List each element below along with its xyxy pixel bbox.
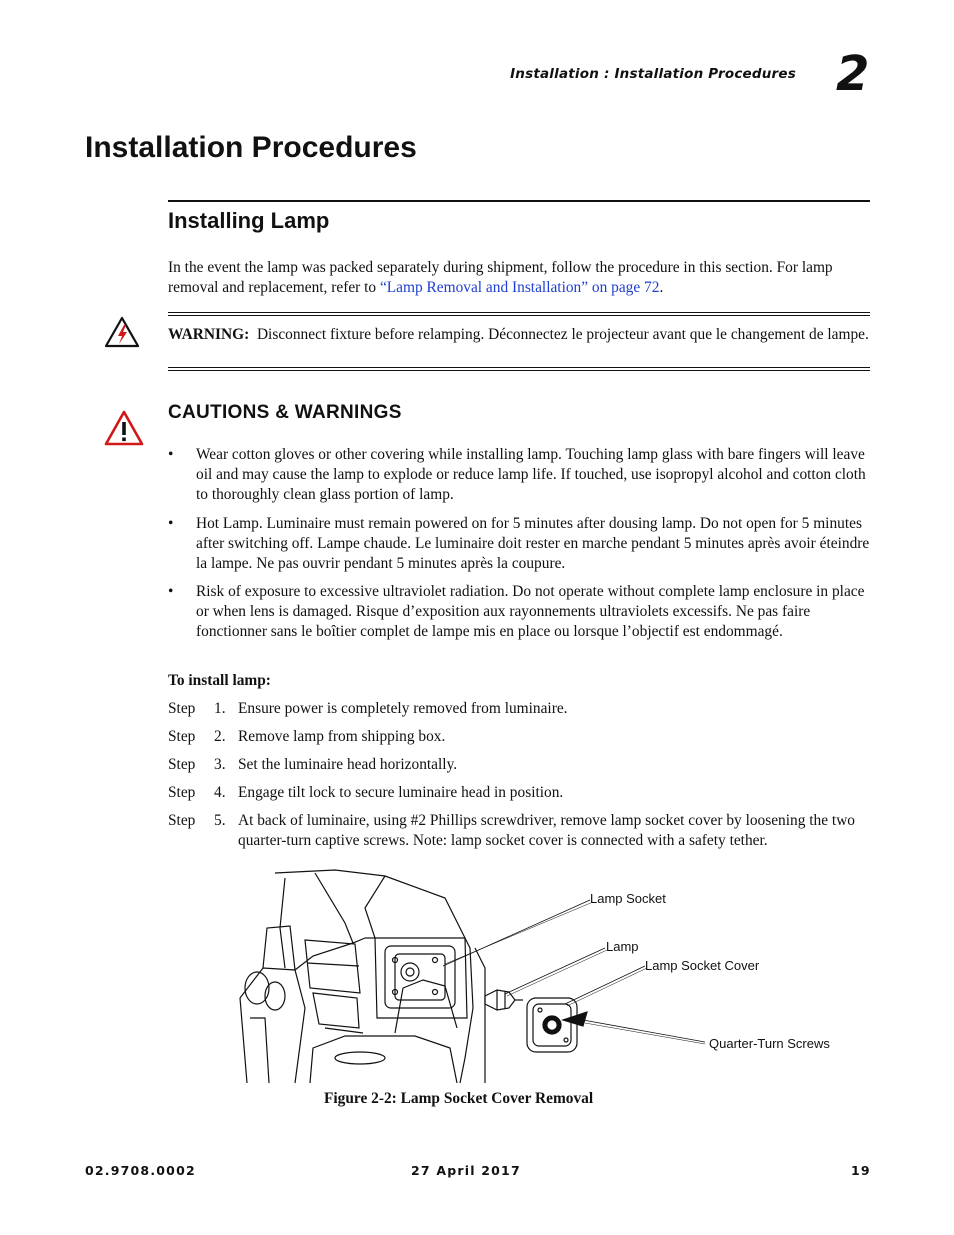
- step-text: Ensure power is completely removed from luminaire.: [238, 700, 568, 717]
- chapter-number: 2: [836, 46, 870, 102]
- footer-page-number: 19: [851, 1163, 871, 1178]
- callout-quarter-turn-screws: Quarter-Turn Screws: [709, 1036, 830, 1051]
- caution-item: [168, 582, 870, 662]
- caution-item-text: Hot Lamp. Luminaire must remain powered on for 5 minutes after dousing lamp. Do not open for 5 minutes after switching off. Lampe chaude. Le luminaire doit rester en marche pendant 5 minutes après avoir éteindre la lampe. Ne pas ouvrir pendant 5 minutes après la coupure.: [196, 515, 870, 572]
- step-text: At back of luminaire, using #2 Phillips screwdriver, remove lamp socket cover by loosening the two quarter-turn captive screws. Note: lamp socket cover is connected with a safety tether.: [238, 812, 856, 849]
- step-label: Step: [168, 700, 196, 717]
- warning-rule-top: [168, 312, 870, 313]
- bullet-symbol: •: [168, 583, 174, 600]
- step-number: 4.: [214, 784, 226, 801]
- step-number: 3.: [214, 756, 226, 773]
- warning-rule-bottom: [168, 367, 870, 368]
- cautions-title: CAUTIONS & WARNINGS: [168, 402, 402, 423]
- callout-lamp: Lamp: [606, 939, 639, 954]
- running-header: Installation : Installation Procedures: [510, 66, 796, 82]
- intro-end: .: [659, 279, 664, 296]
- warning-rule-top-2: [168, 315, 870, 316]
- warning-text: [168, 325, 870, 345]
- section-rule: [168, 200, 870, 202]
- callout-lamp-socket: Lamp Socket: [590, 891, 666, 906]
- caution-item: [168, 514, 870, 574]
- intro-text: In the event the lamp was packed separately during shipment, follow the procedure in this section. For lamp removal and replacement, refer to: [168, 259, 833, 296]
- caution-item: [168, 445, 870, 505]
- step-text: Remove lamp from shipping box.: [238, 728, 446, 745]
- warning-body: Disconnect fixture before relamping. Déconnectez le projecteur avant que le changement de lampe.: [256, 326, 869, 343]
- step-number: 2.: [214, 728, 226, 745]
- page-title: Installation Procedures: [85, 131, 417, 164]
- footer-date: 27 April 2017: [411, 1163, 521, 1178]
- step-number: 5.: [214, 812, 226, 829]
- figure-caption: Figure 2-2: Lamp Socket Cover Removal: [324, 1090, 594, 1107]
- step-number: 1.: [214, 700, 226, 717]
- bullet-symbol: •: [168, 515, 174, 532]
- warning-rule-bottom-2: [168, 370, 870, 371]
- bullet-symbol: •: [168, 446, 174, 463]
- step-label: Step: [168, 784, 196, 801]
- procedure-title: To install lamp:: [168, 672, 271, 689]
- section-title: Installing Lamp: [168, 208, 330, 233]
- caution-icon: [104, 410, 144, 451]
- caution-item-text: Wear cotton gloves or other covering while installing lamp. Touching lamp glass with bare fingers will leave oil and may cause the lamp to explode or reduce lamp life. If touched, use isopropyl alcohol and cotton cloth to thoroughly clean glass portion of lamp.: [196, 446, 866, 503]
- caution-item-text: Risk of exposure to excessive ultraviolet radiation. Do not operate without complete lamp enclosure in place or when lens is damaged. Risque d’exposition aux rayonnements ultraviolets excessifs. Ne pas faire fonctionner sans le boîtier complet de lampe mis en place ou lorsque l’objectif est endommagé.: [196, 583, 865, 640]
- step-label: Step: [168, 728, 196, 745]
- step-text: Engage tilt lock to secure luminaire head in position.: [238, 784, 564, 801]
- intro-paragraph: [168, 258, 870, 298]
- electrical-hazard-icon: [104, 316, 140, 353]
- footer-doc-number: 02.9708.0002: [85, 1163, 196, 1178]
- callout-lamp-socket-cover: Lamp Socket Cover: [645, 958, 760, 973]
- step-label: Step: [168, 812, 196, 829]
- lamp-removal-link[interactable]: “Lamp Removal and Installation” on page 72: [379, 279, 660, 296]
- warning-label: WARNING:: [168, 326, 250, 343]
- step-label: Step: [168, 756, 196, 773]
- step-text: Set the luminaire head horizontally.: [238, 756, 458, 773]
